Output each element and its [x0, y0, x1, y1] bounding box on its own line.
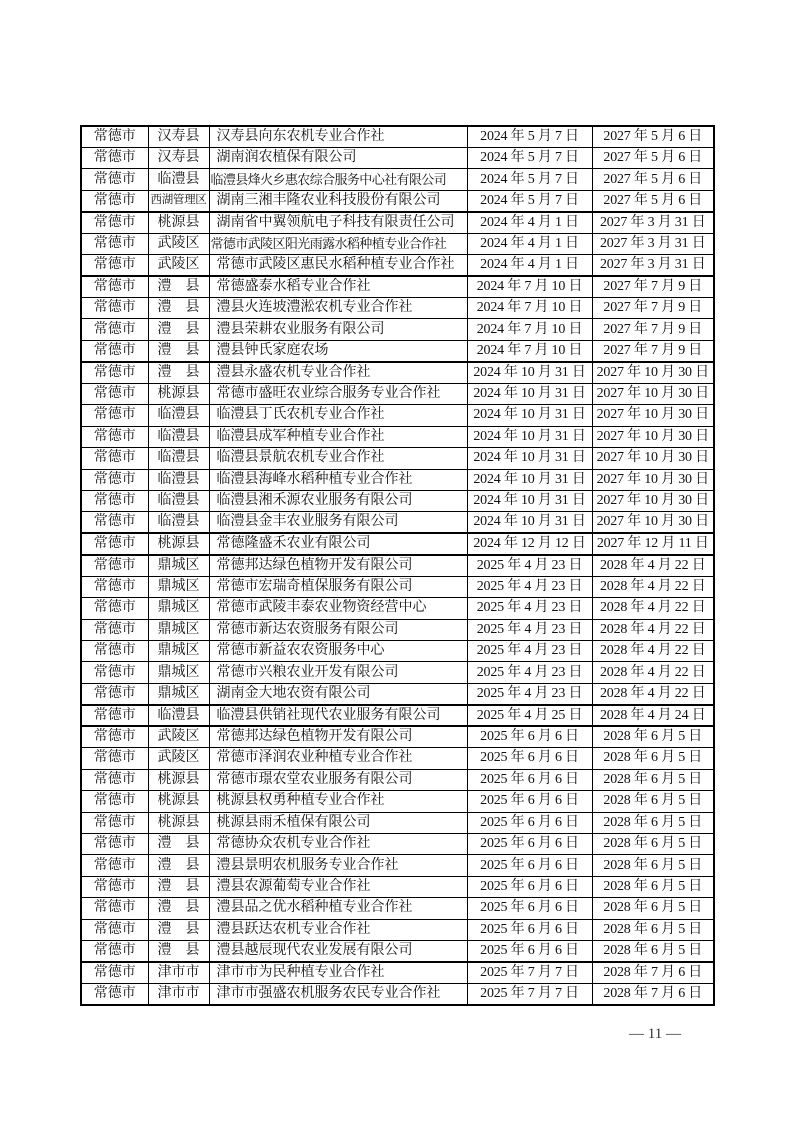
city-cell: 常德市 [81, 212, 148, 233]
end-date-cell: 2028 年 6 月 5 日 [592, 812, 714, 833]
organization-cell: 常德市新益农农资服务中心 [209, 641, 467, 662]
organization-cell: 常德邦达绿色植物开发有限公司 [209, 726, 467, 747]
table-row [81, 298, 714, 319]
county-cell: 鼎城区 [148, 662, 209, 683]
end-date-cell: 2027 年 3 月 31 日 [592, 255, 714, 276]
end-date-cell: 2027 年 10 月 30 日 [592, 426, 714, 447]
organization-cell: 常德盛泰水稻专业合作社 [209, 276, 467, 297]
city-cell: 常德市 [81, 298, 148, 319]
county-cell: 澧 县 [148, 340, 209, 361]
city-cell: 常德市 [81, 619, 148, 640]
end-date-cell: 2028 年 4 月 22 日 [592, 555, 714, 576]
table-row [81, 705, 714, 726]
city-cell: 常德市 [81, 705, 148, 726]
start-date-cell: 2024 年 4 月 1 日 [467, 212, 592, 233]
start-date-cell: 2024 年 10 月 31 日 [467, 512, 592, 533]
table-row [81, 212, 714, 233]
table-row [81, 726, 714, 747]
table-row [81, 426, 714, 447]
county-cell: 临澧县 [148, 426, 209, 447]
table-row [81, 533, 714, 554]
start-date-cell: 2024 年 5 月 7 日 [467, 190, 592, 211]
end-date-cell: 2028 年 4 月 22 日 [592, 576, 714, 597]
city-cell: 常德市 [81, 833, 148, 854]
table-row [81, 126, 714, 147]
city-cell: 常德市 [81, 319, 148, 340]
city-cell: 常德市 [81, 984, 148, 1005]
organization-cell: 常德市盛旺农业综合服务专业合作社 [209, 383, 467, 404]
end-date-cell: 2027 年 5 月 6 日 [592, 190, 714, 211]
end-date-cell: 2027 年 5 月 6 日 [592, 169, 714, 190]
city-cell: 常德市 [81, 683, 148, 704]
city-cell: 常德市 [81, 255, 148, 276]
table-row [81, 319, 714, 340]
table-row [81, 898, 714, 919]
start-date-cell: 2025 年 6 月 6 日 [467, 812, 592, 833]
county-cell: 澧 县 [148, 919, 209, 940]
start-date-cell: 2025 年 4 月 23 日 [467, 662, 592, 683]
start-date-cell: 2024 年 4 月 1 日 [467, 255, 592, 276]
table-row [81, 641, 714, 662]
table-row [81, 962, 714, 983]
organization-cell: 澧县农源葡萄专业合作社 [209, 876, 467, 897]
table-row [81, 984, 714, 1005]
end-date-cell: 2028 年 6 月 5 日 [592, 791, 714, 812]
table-row [81, 147, 714, 168]
city-cell: 常德市 [81, 190, 148, 211]
city-cell: 常德市 [81, 598, 148, 619]
start-date-cell: 2024 年 10 月 31 日 [467, 405, 592, 426]
start-date-cell: 2025 年 6 月 6 日 [467, 791, 592, 812]
start-date-cell: 2025 年 6 月 6 日 [467, 833, 592, 854]
table-row [81, 512, 714, 533]
city-cell: 常德市 [81, 233, 148, 254]
end-date-cell: 2027 年 3 月 31 日 [592, 212, 714, 233]
start-date-cell: 2024 年 5 月 7 日 [467, 147, 592, 168]
end-date-cell: 2027 年 10 月 30 日 [592, 362, 714, 383]
start-date-cell: 2025 年 6 月 6 日 [467, 769, 592, 790]
organization-cell: 常德市璟农堂农业服务有限公司 [209, 769, 467, 790]
city-cell: 常德市 [81, 662, 148, 683]
start-date-cell: 2025 年 6 月 6 日 [467, 919, 592, 940]
county-cell: 鼎城区 [148, 598, 209, 619]
end-date-cell: 2027 年 3 月 31 日 [592, 233, 714, 254]
table-row [81, 233, 714, 254]
county-cell: 澧 县 [148, 898, 209, 919]
county-cell: 鼎城区 [148, 619, 209, 640]
end-date-cell: 2028 年 6 月 5 日 [592, 876, 714, 897]
end-date-cell: 2027 年 10 月 30 日 [592, 448, 714, 469]
county-cell: 澧 县 [148, 855, 209, 876]
county-cell: 鼎城区 [148, 683, 209, 704]
start-date-cell: 2024 年 7 月 10 日 [467, 298, 592, 319]
table-row [81, 576, 714, 597]
county-cell: 汉寿县 [148, 147, 209, 168]
city-cell: 常德市 [81, 426, 148, 447]
end-date-cell: 2028 年 6 月 5 日 [592, 898, 714, 919]
start-date-cell: 2025 年 6 月 6 日 [467, 876, 592, 897]
city-cell: 常德市 [81, 726, 148, 747]
county-cell: 津市市 [148, 962, 209, 983]
table-row [81, 833, 714, 854]
table-row [81, 683, 714, 704]
county-cell: 鼎城区 [148, 576, 209, 597]
county-cell: 临澧县 [148, 705, 209, 726]
organization-cell: 临澧县景航农机专业合作社 [209, 448, 467, 469]
end-date-cell: 2028 年 4 月 22 日 [592, 683, 714, 704]
city-cell: 常德市 [81, 641, 148, 662]
county-cell: 澧 县 [148, 319, 209, 340]
organization-cell: 湖南金大地农资有限公司 [209, 683, 467, 704]
organization-cell: 临澧县丁氏农机专业合作社 [209, 405, 467, 426]
county-cell: 临澧县 [148, 512, 209, 533]
city-cell: 常德市 [81, 941, 148, 962]
table-row [81, 490, 714, 511]
county-cell: 鼎城区 [148, 555, 209, 576]
start-date-cell: 2025 年 7 月 7 日 [467, 984, 592, 1005]
city-cell: 常德市 [81, 555, 148, 576]
table-body [81, 126, 714, 1005]
city-cell: 常德市 [81, 469, 148, 490]
city-cell: 常德市 [81, 812, 148, 833]
organization-cell: 澧县跃达农机专业合作社 [209, 919, 467, 940]
table-row [81, 555, 714, 576]
end-date-cell: 2028 年 6 月 5 日 [592, 941, 714, 962]
county-cell: 鼎城区 [148, 641, 209, 662]
county-cell: 临澧县 [148, 448, 209, 469]
table-row [81, 448, 714, 469]
end-date-cell: 2028 年 4 月 22 日 [592, 598, 714, 619]
table-row [81, 941, 714, 962]
city-cell: 常德市 [81, 405, 148, 426]
table-row [81, 405, 714, 426]
table-row [81, 190, 714, 211]
organization-cell: 常德市宏瑞奇植保服务有限公司 [209, 576, 467, 597]
start-date-cell: 2024 年 10 月 31 日 [467, 383, 592, 404]
table-row [81, 255, 714, 276]
city-cell: 常德市 [81, 448, 148, 469]
organization-cell: 临澧县湘禾源农业服务有限公司 [209, 490, 467, 511]
table-row [81, 469, 714, 490]
end-date-cell: 2027 年 12 月 11 日 [592, 533, 714, 554]
county-cell: 澧 县 [148, 941, 209, 962]
organization-cell: 澧县永盛农机专业合作社 [209, 362, 467, 383]
start-date-cell: 2024 年 7 月 10 日 [467, 276, 592, 297]
end-date-cell: 2028 年 4 月 22 日 [592, 619, 714, 640]
city-cell: 常德市 [81, 276, 148, 297]
city-cell: 常德市 [81, 791, 148, 812]
start-date-cell: 2024 年 10 月 31 日 [467, 362, 592, 383]
county-cell: 桃源县 [148, 769, 209, 790]
county-cell: 汉寿县 [148, 126, 209, 147]
table-row [81, 812, 714, 833]
end-date-cell: 2027 年 10 月 30 日 [592, 490, 714, 511]
organization-cell: 津市市为民种植专业合作社 [209, 962, 467, 983]
organization-cell: 澧县品之优水稻种植专业合作社 [209, 898, 467, 919]
end-date-cell: 2027 年 5 月 6 日 [592, 147, 714, 168]
city-cell: 常德市 [81, 169, 148, 190]
table-row [81, 791, 714, 812]
county-cell: 临澧县 [148, 469, 209, 490]
city-cell: 常德市 [81, 576, 148, 597]
table-row [81, 919, 714, 940]
start-date-cell: 2025 年 4 月 23 日 [467, 576, 592, 597]
end-date-cell: 2028 年 6 月 5 日 [592, 855, 714, 876]
organization-cell: 常德市新达农资服务有限公司 [209, 619, 467, 640]
start-date-cell: 2025 年 6 月 6 日 [467, 855, 592, 876]
start-date-cell: 2025 年 4 月 23 日 [467, 641, 592, 662]
county-cell: 澧 县 [148, 833, 209, 854]
county-cell: 武陵区 [148, 748, 209, 769]
county-cell: 桃源县 [148, 212, 209, 233]
county-cell: 澧 县 [148, 876, 209, 897]
start-date-cell: 2025 年 4 月 25 日 [467, 705, 592, 726]
county-cell: 桃源县 [148, 533, 209, 554]
table-row [81, 876, 714, 897]
organization-cell: 澧县荣耕农业服务有限公司 [209, 319, 467, 340]
city-cell: 常德市 [81, 855, 148, 876]
start-date-cell: 2024 年 5 月 7 日 [467, 126, 592, 147]
organization-cell: 澧县钟氏家庭农场 [209, 340, 467, 361]
county-cell: 临澧县 [148, 405, 209, 426]
city-cell: 常德市 [81, 919, 148, 940]
organization-cell: 常德市武陵区阳光雨露水稻种植专业合作社 [209, 233, 467, 254]
end-date-cell: 2027 年 10 月 30 日 [592, 383, 714, 404]
city-cell: 常德市 [81, 147, 148, 168]
start-date-cell: 2025 年 7 月 7 日 [467, 962, 592, 983]
start-date-cell: 2024 年 5 月 7 日 [467, 169, 592, 190]
organization-cell: 湖南三湘丰隆农业科技股份有限公司 [209, 190, 467, 211]
end-date-cell: 2027 年 10 月 30 日 [592, 469, 714, 490]
start-date-cell: 2025 年 4 月 23 日 [467, 619, 592, 640]
table-row [81, 383, 714, 404]
table-row [81, 748, 714, 769]
table-row [81, 619, 714, 640]
organization-cell: 临澧县供销社现代农业服务有限公司 [209, 705, 467, 726]
end-date-cell: 2027 年 7 月 9 日 [592, 298, 714, 319]
organization-cell: 临澧县烽火乡惠农综合服务中心社有限公司 [209, 169, 467, 190]
start-date-cell: 2025 年 4 月 23 日 [467, 683, 592, 704]
start-date-cell: 2024 年 7 月 10 日 [467, 340, 592, 361]
end-date-cell: 2028 年 6 月 5 日 [592, 726, 714, 747]
end-date-cell: 2028 年 7 月 6 日 [592, 962, 714, 983]
table-row [81, 276, 714, 297]
organization-cell: 常德协众农机专业合作社 [209, 833, 467, 854]
organization-cell: 湖南润农植保有限公司 [209, 147, 467, 168]
county-cell: 临澧县 [148, 490, 209, 511]
organization-cell: 桃源县权勇种植专业合作社 [209, 791, 467, 812]
table-row [81, 362, 714, 383]
organization-cell: 桃源县雨禾植保有限公司 [209, 812, 467, 833]
end-date-cell: 2028 年 6 月 5 日 [592, 748, 714, 769]
end-date-cell: 2027 年 5 月 6 日 [592, 126, 714, 147]
start-date-cell: 2024 年 12 月 12 日 [467, 533, 592, 554]
city-cell: 常德市 [81, 748, 148, 769]
county-cell: 武陵区 [148, 255, 209, 276]
county-cell: 澧 县 [148, 298, 209, 319]
table-row [81, 169, 714, 190]
organization-cell: 临澧县成军种植专业合作社 [209, 426, 467, 447]
organization-cell: 湖南省中翼领航电子科技有限责任公司 [209, 212, 467, 233]
city-cell: 常德市 [81, 533, 148, 554]
start-date-cell: 2025 年 4 月 23 日 [467, 555, 592, 576]
organization-cell: 常德市武陵区惠民水稻种植专业合作社 [209, 255, 467, 276]
city-cell: 常德市 [81, 490, 148, 511]
end-date-cell: 2028 年 4 月 22 日 [592, 641, 714, 662]
start-date-cell: 2025 年 6 月 6 日 [467, 941, 592, 962]
county-cell: 澧 县 [148, 276, 209, 297]
county-cell: 桃源县 [148, 791, 209, 812]
page-number: — 11 — [629, 1026, 681, 1042]
start-date-cell: 2024 年 10 月 31 日 [467, 469, 592, 490]
end-date-cell: 2028 年 6 月 5 日 [592, 833, 714, 854]
organization-cell: 常德隆盛禾农业有限公司 [209, 533, 467, 554]
start-date-cell: 2024 年 7 月 10 日 [467, 319, 592, 340]
organization-cell: 澧县越辰现代农业发展有限公司 [209, 941, 467, 962]
table-row [81, 598, 714, 619]
start-date-cell: 2025 年 6 月 6 日 [467, 898, 592, 919]
organization-cell: 临澧县海峰水稻种植专业合作社 [209, 469, 467, 490]
city-cell: 常德市 [81, 383, 148, 404]
end-date-cell: 2027 年 7 月 9 日 [592, 276, 714, 297]
organization-cell: 澧县火连坡澧淞农机专业合作社 [209, 298, 467, 319]
start-date-cell: 2024 年 10 月 31 日 [467, 448, 592, 469]
end-date-cell: 2027 年 10 月 30 日 [592, 405, 714, 426]
organization-cell: 常德市武陵丰泰农业物资经营中心 [209, 598, 467, 619]
end-date-cell: 2028 年 4 月 22 日 [592, 662, 714, 683]
end-date-cell: 2028 年 4 月 24 日 [592, 705, 714, 726]
county-cell: 武陵区 [148, 233, 209, 254]
city-cell: 常德市 [81, 512, 148, 533]
table-row [81, 340, 714, 361]
county-cell: 西湖管理区 [148, 190, 209, 211]
start-date-cell: 2025 年 6 月 6 日 [467, 748, 592, 769]
county-cell: 桃源县 [148, 812, 209, 833]
city-cell: 常德市 [81, 962, 148, 983]
county-cell: 津市市 [148, 984, 209, 1005]
table-row [81, 662, 714, 683]
end-date-cell: 2027 年 7 月 9 日 [592, 340, 714, 361]
organization-cell: 常德邦达绿色植物开发有限公司 [209, 555, 467, 576]
start-date-cell: 2024 年 10 月 31 日 [467, 490, 592, 511]
county-cell: 桃源县 [148, 383, 209, 404]
city-cell: 常德市 [81, 769, 148, 790]
city-cell: 常德市 [81, 898, 148, 919]
organization-cell: 汉寿县向东农机专业合作社 [209, 126, 467, 147]
start-date-cell: 2025 年 6 月 6 日 [467, 726, 592, 747]
organization-cell: 常德市兴粮农业开发有限公司 [209, 662, 467, 683]
start-date-cell: 2024 年 10 月 31 日 [467, 426, 592, 447]
organization-cell: 常德市泽润农业种植专业合作社 [209, 748, 467, 769]
end-date-cell: 2028 年 6 月 5 日 [592, 769, 714, 790]
organization-cell: 津市市强盛农机服务农民专业合作社 [209, 984, 467, 1005]
city-cell: 常德市 [81, 126, 148, 147]
organization-cell: 临澧县金丰农业服务有限公司 [209, 512, 467, 533]
start-date-cell: 2025 年 4 月 23 日 [467, 598, 592, 619]
city-cell: 常德市 [81, 876, 148, 897]
certification-table [80, 125, 715, 1006]
county-cell: 澧 县 [148, 362, 209, 383]
city-cell: 常德市 [81, 362, 148, 383]
county-cell: 临澧县 [148, 169, 209, 190]
end-date-cell: 2027 年 7 月 9 日 [592, 319, 714, 340]
organization-cell: 澧县景明农机服务专业合作社 [209, 855, 467, 876]
table-row [81, 769, 714, 790]
end-date-cell: 2028 年 6 月 5 日 [592, 919, 714, 940]
end-date-cell: 2028 年 7 月 6 日 [592, 984, 714, 1005]
city-cell: 常德市 [81, 340, 148, 361]
end-date-cell: 2027 年 10 月 30 日 [592, 512, 714, 533]
county-cell: 武陵区 [148, 726, 209, 747]
start-date-cell: 2024 年 4 月 1 日 [467, 233, 592, 254]
table-row [81, 855, 714, 876]
